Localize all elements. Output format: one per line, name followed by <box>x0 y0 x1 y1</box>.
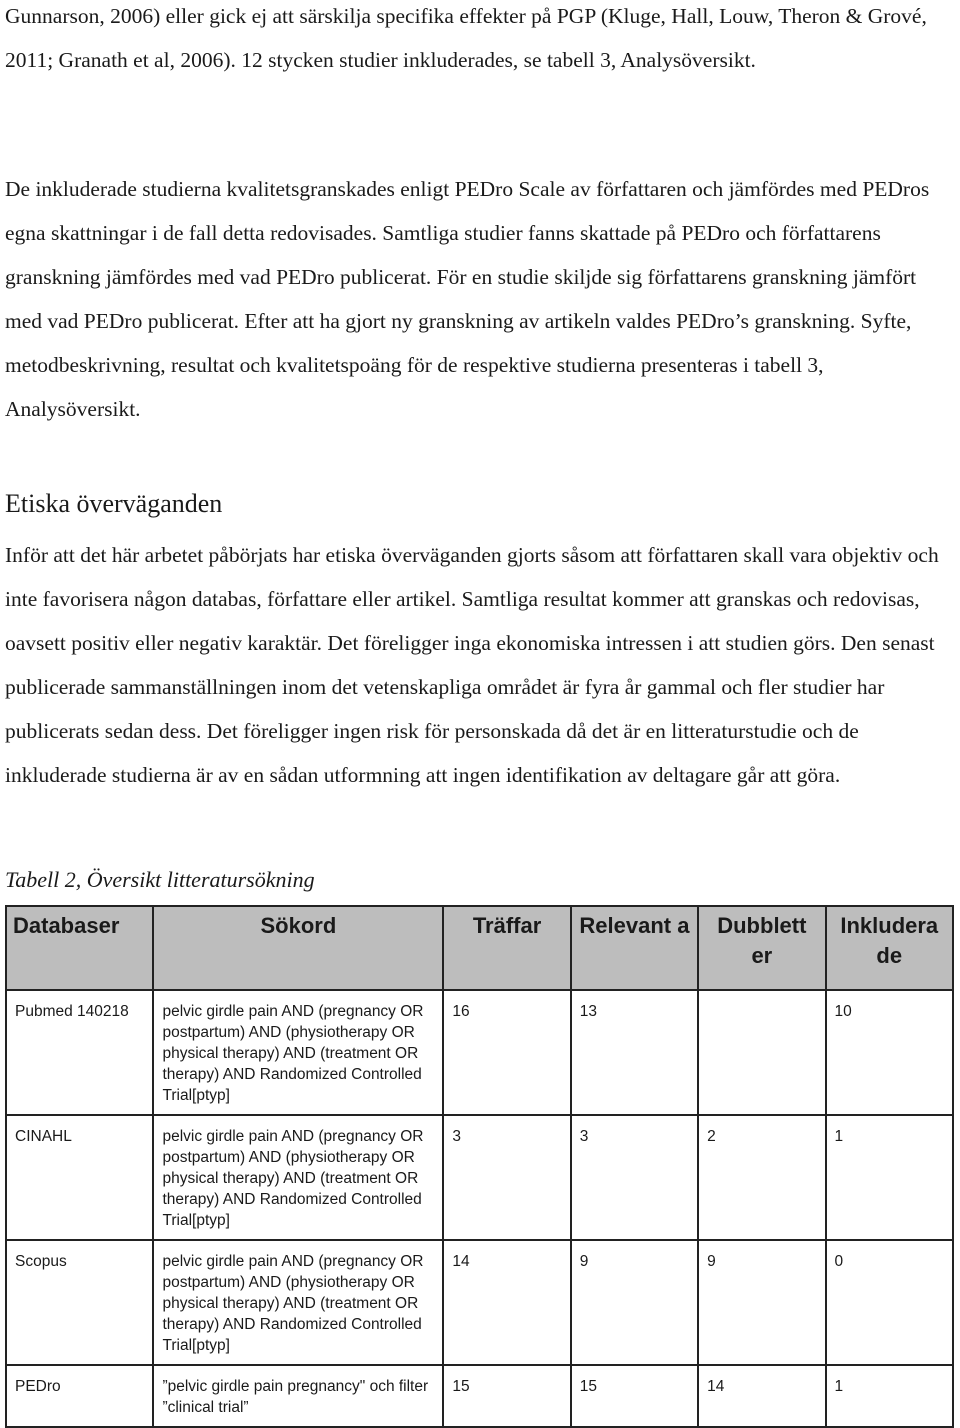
cell-traffar: 3 <box>443 1115 570 1240</box>
table-row <box>6 1365 953 1427</box>
cell-relevanta: 3 <box>571 1115 698 1240</box>
cell-dubbletter: 2 <box>698 1115 825 1240</box>
header-sokord: Sökord <box>153 906 443 990</box>
header-relevanta: Relevant a <box>571 906 698 990</box>
cell-databas: PEDro <box>6 1365 153 1427</box>
table-header-row <box>6 906 953 990</box>
literature-search-table <box>5 905 954 1428</box>
table-caption: Tabell 2, Översikt litteratursökning <box>5 867 315 892</box>
quality-paragraph: De inkluderade studierna kvalitetsgranskades enligt PEDro Scale av författaren och jämfördes med PEDros egna skattningar i de fall detta redovisades. Samtliga studier fanns skattade på PEDro och författarens granskning jämfördes med vad PEDro publicerat. För en studie skiljde sig författarens granskning jämfört med vad PEDro publicerat. Efter att ha gjort ny granskning av artikeln valdes PEDro’s granskning. Syfte, metodbeskrivning, resultat och kvalitetspoäng för de respektive studierna presenteras i tabell 3, Analysöversikt. <box>5 177 930 421</box>
cell-dubbletter: 9 <box>698 1240 825 1365</box>
ethics-heading: Etiska överväganden <box>5 489 223 518</box>
intro-paragraph: Gunnarson, 2006) eller gick ej att särskilja specifika effekter på PGP (Kluge, Hall, Louw, Theron & Grové, 2011; Granath et al, 2006). 12 stycken studier inkluderades, se tabell 3, Analysöversikt. <box>5 4 927 72</box>
cell-relevanta: 13 <box>571 990 698 1115</box>
cell-databas: Scopus <box>6 1240 153 1365</box>
cell-databas: Pubmed 140218 <box>6 990 153 1115</box>
ethics-paragraph: Inför att det här arbetet påbörjats har etiska överväganden gjorts såsom att författaren skall vara objektiv och inte favorisera någon databas, författare eller artikel. Samtliga resultat kommer att granskas och redovisas, oavsett positiv eller negativ karaktär. Det föreligger inga ekonomiska intressen i att studien görs. Den senast publicerade sammanställningen inom det vetenskapliga området är fyra år gammal och fler studier har publicerats sedan dess. Det föreligger ingen risk för personskada då det är en litteraturstudie och de inkluderade studierna är av en sådan utformning att ingen identifikation av deltagare går att göra. <box>5 543 939 787</box>
table-row <box>6 990 953 1115</box>
table-row <box>6 1240 953 1365</box>
cell-traffar: 14 <box>443 1240 570 1365</box>
cell-sokord: pelvic girdle pain AND (pregnancy OR postpartum) AND (physiotherapy OR physical therapy) AND (treatment OR therapy) AND Randomized Controlled Trial[ptyp] <box>153 1115 443 1240</box>
cell-inkluderade: 0 <box>826 1240 953 1365</box>
header-inkluderade: Inkludera de <box>826 906 953 990</box>
header-databaser: Databaser <box>6 906 153 990</box>
cell-traffar: 15 <box>443 1365 570 1427</box>
cell-sokord: ”pelvic girdle pain pregnancy" och filter ”clinical trial” <box>153 1365 443 1427</box>
cell-inkluderade: 1 <box>826 1115 953 1240</box>
cell-databas: CINAHL <box>6 1115 153 1240</box>
cell-dubbletter: 14 <box>698 1365 825 1427</box>
table-row <box>6 1115 953 1240</box>
cell-traffar: 16 <box>443 990 570 1115</box>
cell-sokord: pelvic girdle pain AND (pregnancy OR postpartum) AND (physiotherapy OR physical therapy) AND (treatment OR therapy) AND Randomized Controlled Trial[ptyp] <box>153 990 443 1115</box>
cell-sokord: pelvic girdle pain AND (pregnancy OR postpartum) AND (physiotherapy OR physical therapy) AND (treatment OR therapy) AND Randomized Controlled Trial[ptyp] <box>153 1240 443 1365</box>
header-traffar: Träffar <box>443 906 570 990</box>
cell-inkluderade: 1 <box>826 1365 953 1427</box>
cell-relevanta: 15 <box>571 1365 698 1427</box>
header-dubbletter: Dubblett er <box>698 906 825 990</box>
cell-inkluderade: 10 <box>826 990 953 1115</box>
cell-relevanta: 9 <box>571 1240 698 1365</box>
cell-dubbletter <box>698 990 825 1115</box>
